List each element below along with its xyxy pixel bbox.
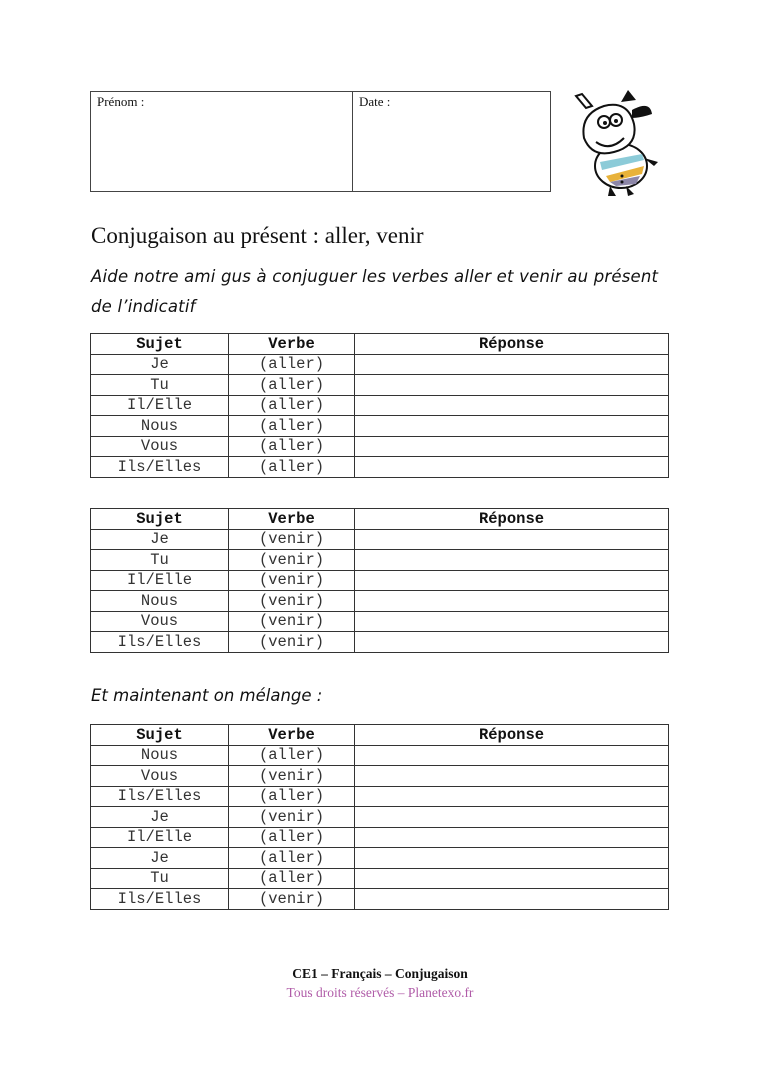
subject-cell: Vous	[91, 436, 229, 457]
answer-cell[interactable]	[355, 550, 669, 571]
conjugation-table-aller	[90, 333, 669, 478]
conjugation-table-venir	[90, 508, 669, 653]
table-row	[91, 457, 669, 478]
subject-cell: Tu	[91, 375, 229, 396]
date-label: Date :	[359, 94, 391, 109]
answer-cell[interactable]	[355, 745, 669, 766]
subject-cell: Nous	[91, 416, 229, 437]
table-row	[91, 570, 669, 591]
verb-cell: (aller)	[229, 354, 355, 375]
table-row	[91, 416, 669, 437]
subject-cell: Je	[91, 807, 229, 828]
verb-cell: (venir)	[229, 591, 355, 612]
answer-cell[interactable]	[355, 889, 669, 910]
table-header-row	[91, 509, 669, 530]
column-header: Verbe	[229, 509, 355, 530]
table-row	[91, 354, 669, 375]
answer-cell[interactable]	[355, 395, 669, 416]
student-info-box	[90, 91, 551, 192]
column-header: Sujet	[91, 725, 229, 746]
name-field[interactable]	[91, 92, 353, 191]
table-row	[91, 848, 669, 869]
verb-cell: (aller)	[229, 786, 355, 807]
table-row	[91, 766, 669, 787]
answer-cell[interactable]	[355, 786, 669, 807]
verb-cell: (venir)	[229, 529, 355, 550]
subject-cell: Tu	[91, 868, 229, 889]
subject-cell: Je	[91, 529, 229, 550]
table-row	[91, 375, 669, 396]
table-header-row	[91, 334, 669, 355]
table-row	[91, 529, 669, 550]
column-header: Réponse	[355, 509, 669, 530]
footer-course: CE1 – Français – Conjugaison	[292, 966, 468, 981]
verb-cell: (venir)	[229, 611, 355, 632]
verb-cell: (aller)	[229, 375, 355, 396]
footer-copyright: Tous droits réservés – Planetexo.fr	[286, 985, 474, 1000]
answer-cell[interactable]	[355, 354, 669, 375]
subject-cell: Je	[91, 848, 229, 869]
subject-cell: Il/Elle	[91, 570, 229, 591]
verb-cell: (aller)	[229, 395, 355, 416]
answer-cell[interactable]	[355, 868, 669, 889]
answer-cell[interactable]	[355, 457, 669, 478]
table-row	[91, 632, 669, 653]
answer-cell[interactable]	[355, 375, 669, 396]
answer-cell[interactable]	[355, 416, 669, 437]
table-row	[91, 786, 669, 807]
name-label: Prénom :	[97, 94, 145, 109]
table-row	[91, 395, 669, 416]
subject-cell: Nous	[91, 591, 229, 612]
subject-cell: Vous	[91, 611, 229, 632]
table-row	[91, 807, 669, 828]
subject-cell: Tu	[91, 550, 229, 571]
verb-cell: (venir)	[229, 570, 355, 591]
subject-cell: Nous	[91, 745, 229, 766]
verb-cell: (venir)	[229, 632, 355, 653]
answer-cell[interactable]	[355, 848, 669, 869]
subject-cell: Ils/Elles	[91, 457, 229, 478]
table-row	[91, 889, 669, 910]
verb-cell: (venir)	[229, 550, 355, 571]
table-row	[91, 827, 669, 848]
page-title: Conjugaison au présent : aller, venir	[91, 223, 424, 248]
answer-cell[interactable]	[355, 632, 669, 653]
column-header: Verbe	[229, 334, 355, 355]
conjugation-table-mixed	[90, 724, 669, 910]
subject-cell: Je	[91, 354, 229, 375]
subject-cell: Ils/Elles	[91, 889, 229, 910]
answer-cell[interactable]	[355, 591, 669, 612]
column-header: Sujet	[91, 509, 229, 530]
subject-cell: Il/Elle	[91, 395, 229, 416]
subject-cell: Ils/Elles	[91, 786, 229, 807]
answer-cell[interactable]	[355, 807, 669, 828]
answer-cell[interactable]	[355, 611, 669, 632]
table-row	[91, 745, 669, 766]
verb-cell: (venir)	[229, 889, 355, 910]
subject-cell: Vous	[91, 766, 229, 787]
table-header-row	[91, 725, 669, 746]
verb-cell: (aller)	[229, 745, 355, 766]
instruction-text: Aide notre ami gus à conjuguer les verbes aller et venir au présent de l’indicatif	[91, 267, 659, 316]
sheep-mascot-icon	[566, 88, 666, 198]
table-row	[91, 868, 669, 889]
mix-section-label: Et maintenant on mélange :	[91, 686, 323, 705]
verb-cell: (aller)	[229, 848, 355, 869]
verb-cell: (aller)	[229, 457, 355, 478]
column-header: Réponse	[355, 725, 669, 746]
column-header: Verbe	[229, 725, 355, 746]
table-row	[91, 591, 669, 612]
verb-cell: (venir)	[229, 807, 355, 828]
table-row	[91, 436, 669, 457]
subject-cell: Il/Elle	[91, 827, 229, 848]
answer-cell[interactable]	[355, 529, 669, 550]
verb-cell: (aller)	[229, 827, 355, 848]
verb-cell: (aller)	[229, 436, 355, 457]
answer-cell[interactable]	[355, 827, 669, 848]
verb-cell: (aller)	[229, 868, 355, 889]
date-field[interactable]	[353, 92, 550, 191]
table-row	[91, 611, 669, 632]
answer-cell[interactable]	[355, 436, 669, 457]
answer-cell[interactable]	[355, 570, 669, 591]
column-header: Sujet	[91, 334, 229, 355]
verb-cell: (venir)	[229, 766, 355, 787]
table-row	[91, 550, 669, 571]
verb-cell: (aller)	[229, 416, 355, 437]
answer-cell[interactable]	[355, 766, 669, 787]
subject-cell: Ils/Elles	[91, 632, 229, 653]
column-header: Réponse	[355, 334, 669, 355]
